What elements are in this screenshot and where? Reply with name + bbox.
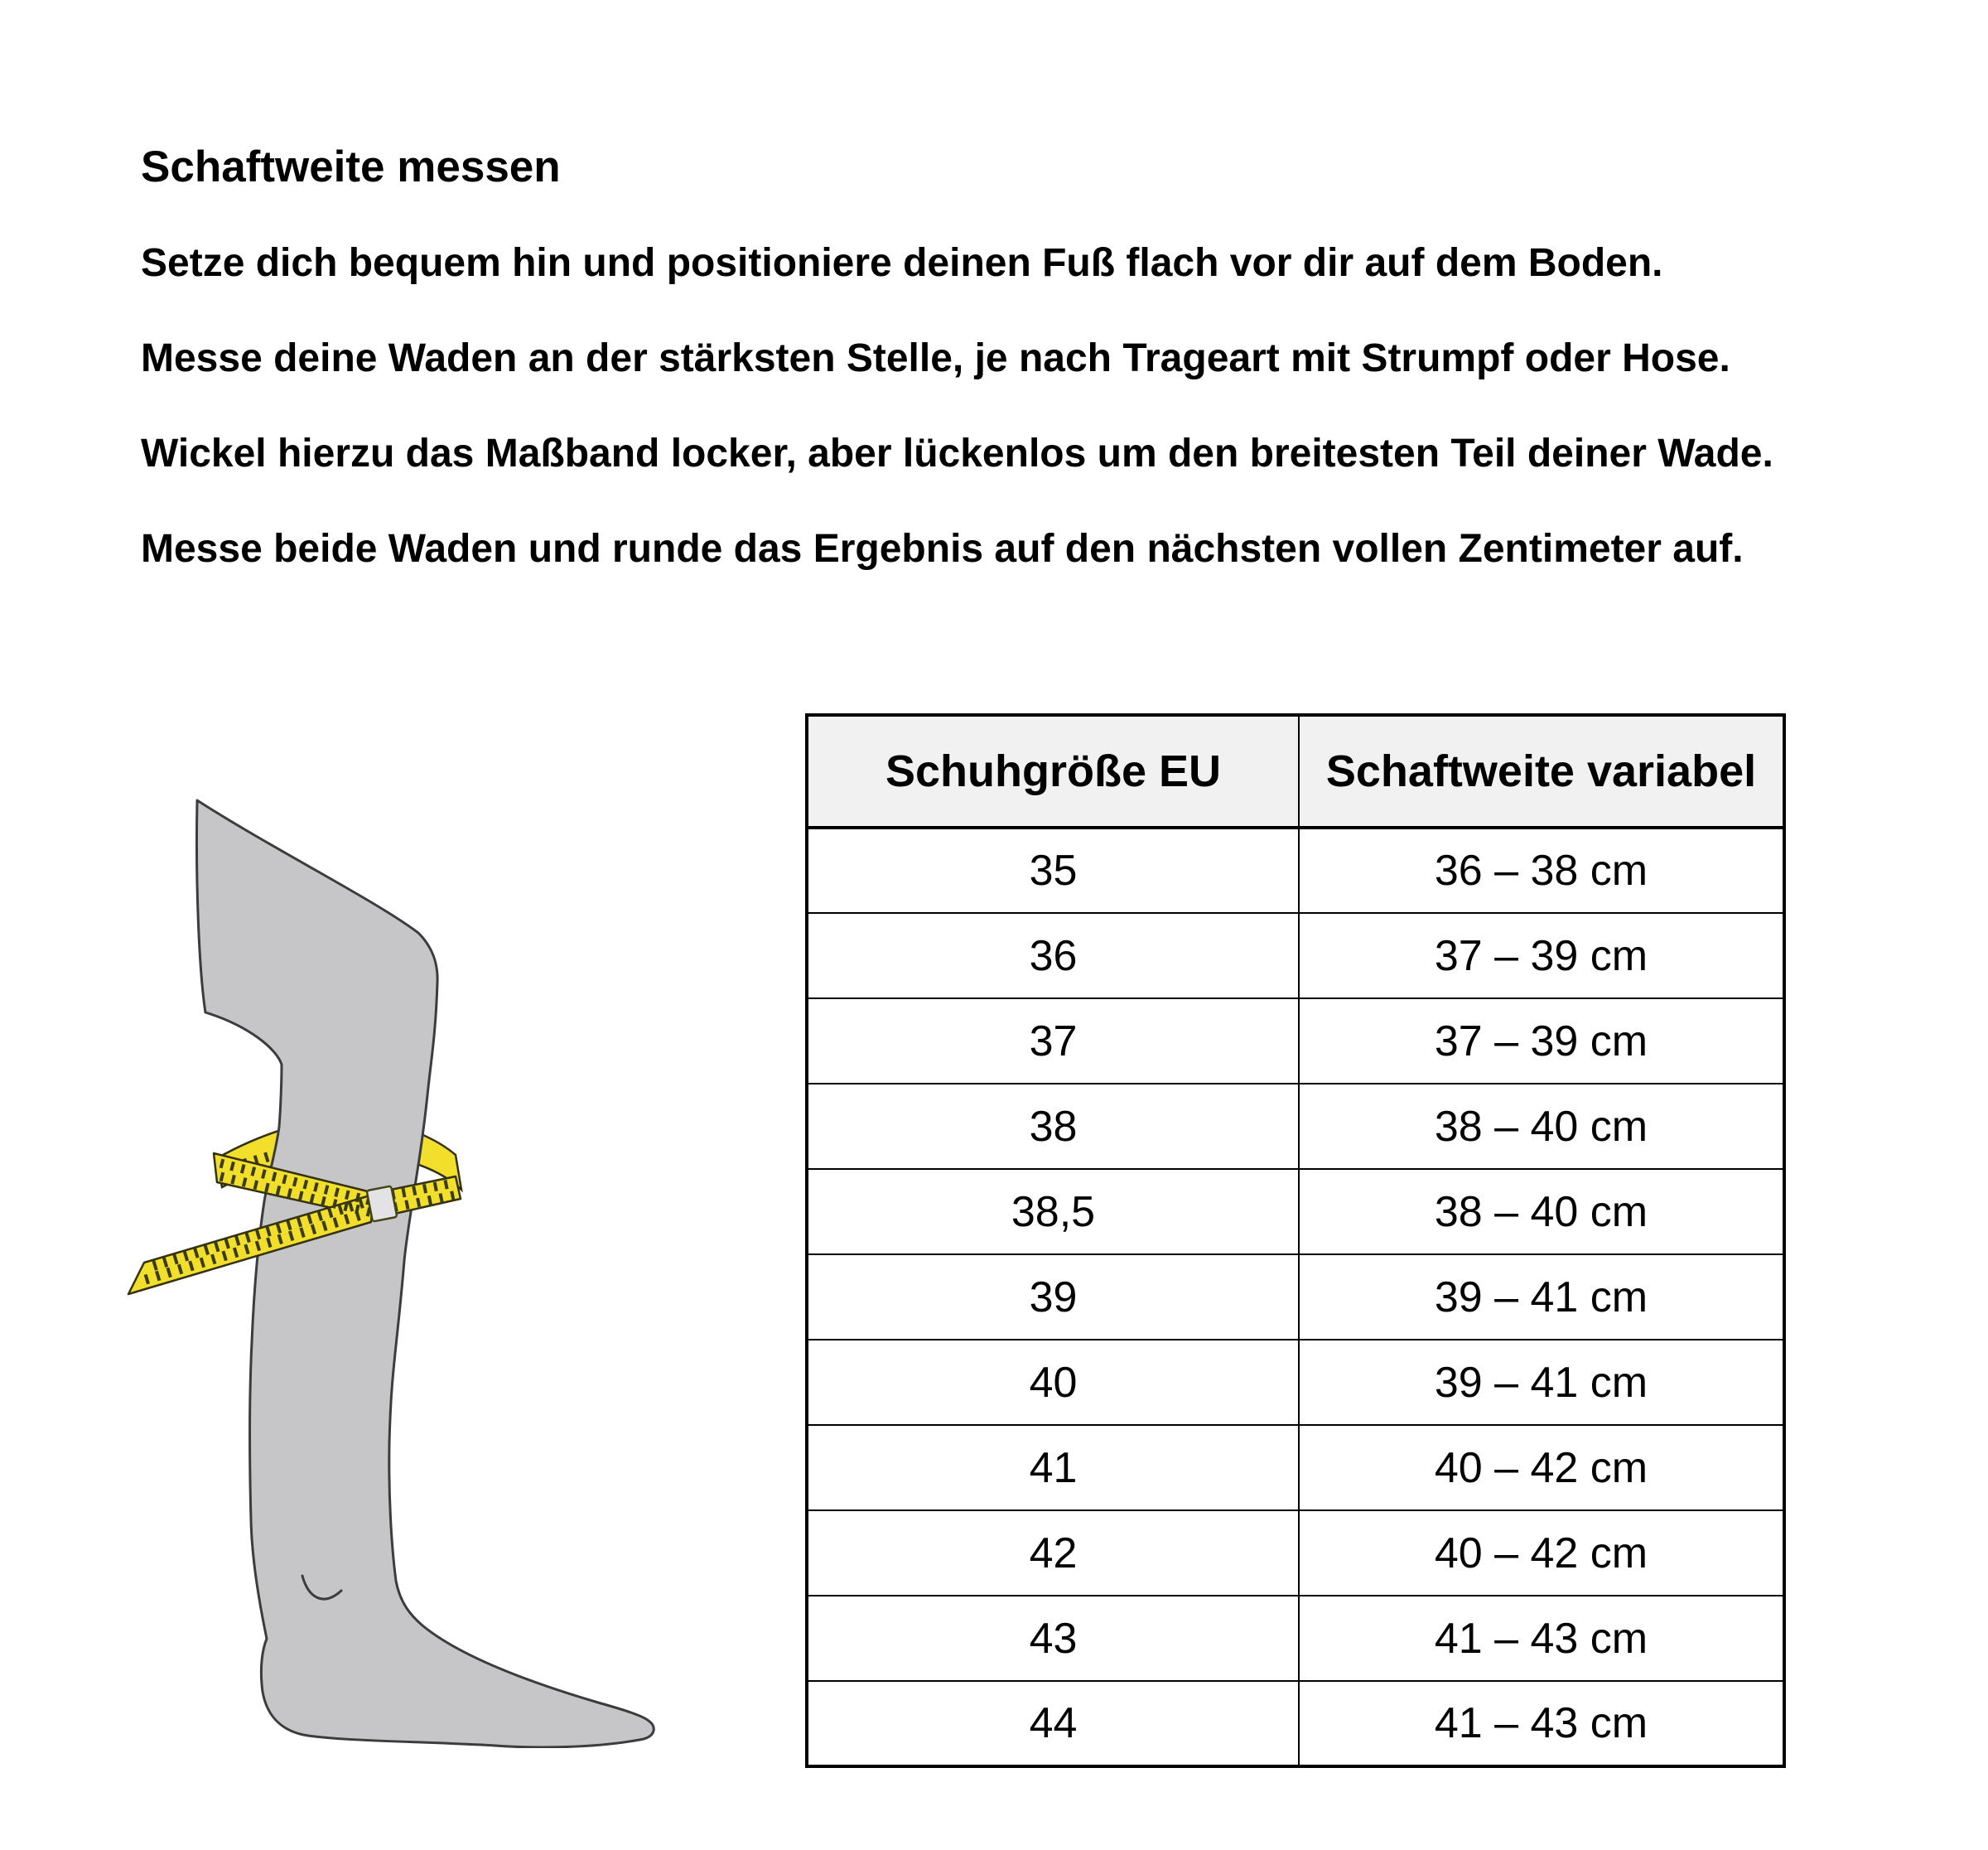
shoe-size-cell: 39 xyxy=(807,1254,1299,1340)
shoe-size-cell: 35 xyxy=(807,828,1299,913)
table-row xyxy=(807,998,1784,1084)
shaft-width-cell: 40 – 42 cm xyxy=(1299,1425,1784,1510)
column-header-shaft-width: Schaftweite variabel xyxy=(1299,715,1784,828)
shaft-width-cell: 36 – 38 cm xyxy=(1299,828,1784,913)
shoe-size-cell: 37 xyxy=(807,998,1299,1084)
shaft-width-cell: 39 – 41 cm xyxy=(1299,1340,1784,1425)
table-row xyxy=(807,1681,1784,1766)
shaft-width-cell: 41 – 43 cm xyxy=(1299,1681,1784,1766)
leg-measuring-tape-illustration xyxy=(99,770,679,1748)
tape-end-cap xyxy=(367,1186,398,1221)
shoe-size-cell: 43 xyxy=(807,1596,1299,1681)
shoe-size-cell: 38,5 xyxy=(807,1169,1299,1254)
shoe-size-cell: 36 xyxy=(807,913,1299,998)
leg-icon xyxy=(196,800,654,1747)
shaft-width-cell: 37 – 39 cm xyxy=(1299,913,1784,998)
shaft-width-cell: 41 – 43 cm xyxy=(1299,1596,1784,1681)
shaft-width-cell: 37 – 39 cm xyxy=(1299,998,1784,1084)
shaft-width-cell: 38 – 40 cm xyxy=(1299,1169,1784,1254)
table-row xyxy=(807,913,1784,998)
table-row xyxy=(807,1510,1784,1596)
shaft-width-cell: 39 – 41 cm xyxy=(1299,1254,1784,1340)
table-row xyxy=(807,1254,1784,1340)
table-row xyxy=(807,1425,1784,1510)
page-title: Schaftweite messen xyxy=(141,142,561,191)
table-row xyxy=(807,1169,1784,1254)
shoe-size-cell: 42 xyxy=(807,1510,1299,1596)
instruction-line: Messe deine Waden an der stärksten Stelle, je nach Trageart mit Strumpf oder Hose. xyxy=(141,336,1730,380)
shoe-size-cell: 44 xyxy=(807,1681,1299,1766)
shoe-size-cell: 38 xyxy=(807,1084,1299,1169)
table-header-row xyxy=(807,715,1784,828)
table-row xyxy=(807,1340,1784,1425)
instruction-line: Messe beide Waden und runde das Ergebnis auf den nächsten vollen Zentimeter auf. xyxy=(141,527,1744,571)
table-row xyxy=(807,1084,1784,1169)
column-header-shoe-size: Schuhgröße EU xyxy=(807,715,1299,828)
size-table xyxy=(805,713,1786,1768)
shaft-width-cell: 38 – 40 cm xyxy=(1299,1084,1784,1169)
shoe-size-cell: 41 xyxy=(807,1425,1299,1510)
shaft-width-cell: 40 – 42 cm xyxy=(1299,1510,1784,1596)
table-row xyxy=(807,1596,1784,1681)
instruction-line: Setze dich bequem hin und positioniere deinen Fuß flach vor dir auf dem Boden. xyxy=(141,241,1663,285)
shoe-size-cell: 40 xyxy=(807,1340,1299,1425)
table-row xyxy=(807,828,1784,913)
instruction-line: Wickel hierzu das Maßband locker, aber lückenlos um den breitesten Teil deiner Wade. xyxy=(141,432,1773,476)
